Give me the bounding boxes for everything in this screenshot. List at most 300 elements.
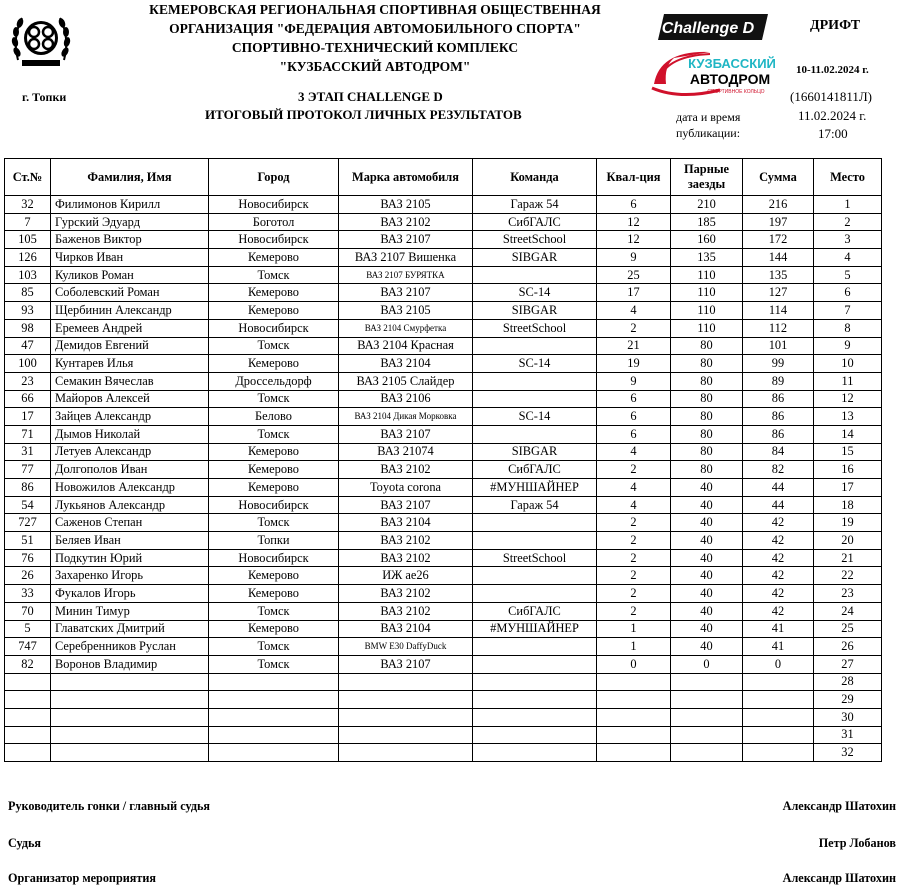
start-number-cell [5, 744, 51, 762]
table-row [5, 266, 882, 284]
protocol-title: ИТОГОВЫЙ ПРОТОКОЛ ЛИЧНЫХ РЕЗУЛЬТАТОВ [205, 107, 522, 122]
start-number-cell: 100 [5, 355, 51, 373]
car-cell: ВАЗ 2105 [339, 196, 473, 214]
qualification-cell [597, 726, 671, 744]
qualification-cell: 6 [597, 408, 671, 426]
table-row [5, 284, 882, 302]
qualification-cell [597, 673, 671, 691]
pair-runs-cell: 80 [671, 443, 743, 461]
pair-runs-cell: 40 [671, 620, 743, 638]
team-cell: Гараж 54 [473, 496, 597, 514]
city-cell: Томск [209, 655, 339, 673]
car-cell: ВАЗ 2105 [339, 302, 473, 320]
total-cell: 216 [743, 196, 814, 214]
pair-runs-cell: 110 [671, 319, 743, 337]
table-row [5, 549, 882, 567]
team-cell [473, 726, 597, 744]
signature-name-organizer: Александр Шатохин [782, 871, 896, 885]
table-row [5, 231, 882, 249]
car-cell [339, 708, 473, 726]
place-cell: 20 [814, 532, 882, 550]
pair-runs-cell: 110 [671, 302, 743, 320]
publication-label-2: публикации: [676, 126, 741, 140]
pair-runs-cell [671, 708, 743, 726]
team-cell [473, 655, 597, 673]
place-cell: 7 [814, 302, 882, 320]
qualification-cell: 6 [597, 425, 671, 443]
pair-runs-cell [671, 744, 743, 762]
city-cell: Кемерово [209, 302, 339, 320]
pair-runs-cell: 40 [671, 532, 743, 550]
driver-name-cell: Майоров Алексей [51, 390, 209, 408]
pair-runs-cell [671, 726, 743, 744]
start-number-cell: 17 [5, 408, 51, 426]
pair-runs-cell: 80 [671, 425, 743, 443]
qualification-cell: 21 [597, 337, 671, 355]
start-number-cell: 82 [5, 655, 51, 673]
team-cell: СибГАЛС [473, 602, 597, 620]
team-cell [473, 532, 597, 550]
start-number-cell: 47 [5, 337, 51, 355]
table-row [5, 496, 882, 514]
city-cell: Кемерово [209, 249, 339, 267]
start-number-cell: 5 [5, 620, 51, 638]
team-cell: StreetSchool [473, 319, 597, 337]
table-row [5, 708, 882, 726]
city-cell [209, 691, 339, 709]
table-row [5, 567, 882, 585]
start-number-cell: 98 [5, 319, 51, 337]
city-cell: Томск [209, 602, 339, 620]
team-cell [473, 372, 597, 390]
car-cell: ВАЗ 2102 [339, 532, 473, 550]
pair-runs-cell: 80 [671, 461, 743, 479]
publication-date: 11.02.2024 г. [798, 108, 867, 123]
city-cell: Кемерово [209, 284, 339, 302]
city-cell: Дроссельдорф [209, 372, 339, 390]
pair-runs-cell [671, 673, 743, 691]
car-cell [339, 673, 473, 691]
team-cell [473, 708, 597, 726]
driver-name-cell: Серебренников Руслан [51, 638, 209, 656]
challenge-logo-text: Challenge D [661, 20, 755, 37]
place-cell: 16 [814, 461, 882, 479]
total-cell: 84 [743, 443, 814, 461]
start-number-cell: 747 [5, 638, 51, 656]
table-row [5, 302, 882, 320]
pair-runs-cell: 80 [671, 337, 743, 355]
column-header: Марка автомобиля [339, 159, 473, 196]
qualification-cell: 2 [597, 514, 671, 532]
city-cell [209, 726, 339, 744]
place-cell: 28 [814, 673, 882, 691]
city-cell: Новосибирск [209, 496, 339, 514]
place-cell: 15 [814, 443, 882, 461]
start-number-cell: 77 [5, 461, 51, 479]
total-cell: 44 [743, 496, 814, 514]
qualification-cell: 2 [597, 461, 671, 479]
driver-name-cell: Гурский Эдуард [51, 213, 209, 231]
place-cell: 26 [814, 638, 882, 656]
pair-runs-cell: 40 [671, 602, 743, 620]
car-cell: ВАЗ 2104 [339, 514, 473, 532]
driver-name-cell: Саженов Степан [51, 514, 209, 532]
place-cell: 8 [814, 319, 882, 337]
pair-runs-cell: 80 [671, 408, 743, 426]
discipline-label: ДРИФТ [810, 18, 861, 33]
city-cell: Белово [209, 408, 339, 426]
driver-name-cell [51, 691, 209, 709]
place-cell: 17 [814, 479, 882, 497]
place-cell: 14 [814, 425, 882, 443]
column-header: Квал-ция [597, 159, 671, 196]
team-cell [473, 567, 597, 585]
start-number-cell: 727 [5, 514, 51, 532]
total-cell: 42 [743, 567, 814, 585]
signature-role-judge: Судья [8, 836, 42, 850]
total-cell: 89 [743, 372, 814, 390]
driver-name-cell: Главатских Дмитрий [51, 620, 209, 638]
place-cell: 12 [814, 390, 882, 408]
start-number-cell [5, 691, 51, 709]
column-header: Команда [473, 159, 597, 196]
start-number-cell: 7 [5, 213, 51, 231]
team-cell: SIBGAR [473, 302, 597, 320]
start-number-cell: 33 [5, 585, 51, 603]
column-header: Парные заезды [671, 159, 743, 196]
start-number-cell [5, 673, 51, 691]
driver-name-cell: Баженов Виктор [51, 231, 209, 249]
driver-name-cell: Новожилов Александр [51, 479, 209, 497]
signature-name-judge: Петр Лобанов [818, 836, 896, 850]
pair-runs-cell: 0 [671, 655, 743, 673]
team-cell: #МУНШАЙНЕР [473, 620, 597, 638]
column-header: Фамилия, Имя [51, 159, 209, 196]
table-row [5, 319, 882, 337]
place-cell: 5 [814, 266, 882, 284]
total-cell: 44 [743, 479, 814, 497]
start-number-cell: 105 [5, 231, 51, 249]
total-cell: 144 [743, 249, 814, 267]
column-header: Ст.№ [5, 159, 51, 196]
place-cell: 13 [814, 408, 882, 426]
total-cell [743, 744, 814, 762]
qualification-cell: 4 [597, 496, 671, 514]
results-body [5, 196, 882, 762]
kuzbass-logo-line-1: КУЗБАССКИЙ [688, 56, 776, 71]
team-cell [473, 691, 597, 709]
total-cell [743, 673, 814, 691]
car-cell [339, 726, 473, 744]
pair-runs-cell: 40 [671, 638, 743, 656]
start-number-cell: 93 [5, 302, 51, 320]
place-cell: 22 [814, 567, 882, 585]
table-row [5, 585, 882, 603]
start-number-cell [5, 708, 51, 726]
qualification-cell: 6 [597, 390, 671, 408]
driver-name-cell: Минин Тимур [51, 602, 209, 620]
qualification-cell: 2 [597, 319, 671, 337]
qualification-cell [597, 691, 671, 709]
qualification-cell: 2 [597, 567, 671, 585]
team-cell [473, 266, 597, 284]
city-cell [209, 708, 339, 726]
column-header: Город [209, 159, 339, 196]
place-cell: 21 [814, 549, 882, 567]
total-cell: 42 [743, 532, 814, 550]
start-number-cell: 26 [5, 567, 51, 585]
total-cell: 172 [743, 231, 814, 249]
car-cell: ВАЗ 2106 [339, 390, 473, 408]
driver-name-cell: Захаренко Игорь [51, 567, 209, 585]
car-cell: ВАЗ 2104 [339, 620, 473, 638]
driver-name-cell: Щербинин Александр [51, 302, 209, 320]
total-cell [743, 708, 814, 726]
place-cell: 10 [814, 355, 882, 373]
city-cell: Кемерово [209, 585, 339, 603]
qualification-cell: 4 [597, 479, 671, 497]
table-row [5, 691, 882, 709]
kuzbass-logo-line-2: АВТОДРОМ [689, 71, 771, 87]
city-cell: Боготол [209, 213, 339, 231]
city-cell: Томск [209, 514, 339, 532]
team-cell: СибГАЛС [473, 213, 597, 231]
city-cell: Новосибирск [209, 231, 339, 249]
total-cell: 135 [743, 266, 814, 284]
team-cell: SC-14 [473, 355, 597, 373]
team-cell: SC-14 [473, 284, 597, 302]
qualification-cell: 2 [597, 585, 671, 603]
driver-name-cell: Фукалов Игорь [51, 585, 209, 603]
total-cell [743, 691, 814, 709]
driver-name-cell: Куликов Роман [51, 266, 209, 284]
place-cell: 30 [814, 708, 882, 726]
qualification-cell: 9 [597, 249, 671, 267]
driver-name-cell: Еремеев Андрей [51, 319, 209, 337]
table-row [5, 461, 882, 479]
table-row [5, 443, 882, 461]
results-table [4, 158, 882, 762]
place-cell: 18 [814, 496, 882, 514]
city-cell: Новосибирск [209, 319, 339, 337]
start-number-cell: 32 [5, 196, 51, 214]
org-line: "КУЗБАССКИЙ АВТОДРОМ" [279, 59, 471, 74]
team-cell: SIBGAR [473, 249, 597, 267]
pair-runs-cell: 80 [671, 355, 743, 373]
qualification-cell: 2 [597, 549, 671, 567]
place-cell: 29 [814, 691, 882, 709]
pair-runs-cell: 40 [671, 585, 743, 603]
car-cell: ВАЗ 2107 Вишенка [339, 249, 473, 267]
pair-runs-cell: 40 [671, 479, 743, 497]
table-row [5, 372, 882, 390]
city-cell: Кемерово [209, 355, 339, 373]
start-number-cell: 54 [5, 496, 51, 514]
pair-runs-cell: 40 [671, 514, 743, 532]
driver-name-cell: Филимонов Кирилл [51, 196, 209, 214]
team-cell [473, 425, 597, 443]
total-cell: 41 [743, 638, 814, 656]
organization-header [120, 0, 630, 76]
place-cell: 31 [814, 726, 882, 744]
table-row [5, 213, 882, 231]
total-cell: 86 [743, 425, 814, 443]
challenge-d-logo [658, 14, 768, 40]
federation-emblem-icon [10, 8, 72, 68]
driver-name-cell: Кунтарев Илья [51, 355, 209, 373]
event-city: г. Топки [22, 90, 67, 104]
city-cell: Кемерово [209, 461, 339, 479]
org-line: СПОРТИВНО-ТЕХНИЧЕСКИЙ КОМПЛЕКС [231, 40, 519, 55]
car-cell: ВАЗ 2102 [339, 585, 473, 603]
total-cell: 41 [743, 620, 814, 638]
qualification-cell [597, 708, 671, 726]
city-cell: Кемерово [209, 567, 339, 585]
start-number-cell: 51 [5, 532, 51, 550]
place-cell: 24 [814, 602, 882, 620]
driver-name-cell: Демидов Евгений [51, 337, 209, 355]
place-cell: 23 [814, 585, 882, 603]
team-cell [473, 585, 597, 603]
driver-name-cell: Чирков Иван [51, 249, 209, 267]
team-cell: StreetSchool [473, 231, 597, 249]
column-header: Место [814, 159, 882, 196]
total-cell: 42 [743, 514, 814, 532]
table-row [5, 408, 882, 426]
car-cell: ВАЗ 21074 [339, 443, 473, 461]
protocol-code: (1660141811Л) [790, 89, 872, 104]
team-cell [473, 337, 597, 355]
driver-name-cell: Дымов Николай [51, 425, 209, 443]
car-cell: ВАЗ 2107 [339, 425, 473, 443]
team-cell: SC-14 [473, 408, 597, 426]
place-cell: 6 [814, 284, 882, 302]
table-row [5, 532, 882, 550]
place-cell: 25 [814, 620, 882, 638]
car-cell: ВАЗ 2107 [339, 496, 473, 514]
driver-name-cell: Беляев Иван [51, 532, 209, 550]
team-cell [473, 638, 597, 656]
pair-runs-cell: 210 [671, 196, 743, 214]
start-number-cell [5, 726, 51, 744]
total-cell: 86 [743, 390, 814, 408]
org-line: КЕМЕРОВСКАЯ РЕГИОНАЛЬНАЯ СПОРТИВНАЯ ОБЩЕСТВЕННАЯ [149, 2, 601, 17]
city-cell: Томск [209, 337, 339, 355]
stage-title: 3 ЭТАП CHALLENGE D [298, 89, 443, 104]
team-cell: Гараж 54 [473, 196, 597, 214]
team-cell: СибГАЛС [473, 461, 597, 479]
driver-name-cell: Воронов Владимир [51, 655, 209, 673]
city-cell: Томск [209, 638, 339, 656]
city-cell [209, 673, 339, 691]
car-cell: ВАЗ 2104 Красная [339, 337, 473, 355]
table-row [5, 514, 882, 532]
place-cell: 27 [814, 655, 882, 673]
place-cell: 11 [814, 372, 882, 390]
table-row [5, 620, 882, 638]
table-row [5, 726, 882, 744]
table-row [5, 390, 882, 408]
city-cell: Топки [209, 532, 339, 550]
qualification-cell: 12 [597, 213, 671, 231]
kuzbass-avtodrom-logo [650, 44, 778, 100]
city-cell: Томск [209, 425, 339, 443]
start-number-cell: 70 [5, 602, 51, 620]
driver-name-cell: Семакин Вячеслав [51, 372, 209, 390]
total-cell [743, 726, 814, 744]
start-number-cell: 76 [5, 549, 51, 567]
place-cell: 32 [814, 744, 882, 762]
car-cell: ВАЗ 2102 [339, 602, 473, 620]
start-number-cell: 126 [5, 249, 51, 267]
event-dates: 10-11.02.2024 г. [796, 64, 869, 76]
car-cell: ВАЗ 2104 Дикая Морковка [339, 408, 473, 426]
driver-name-cell [51, 744, 209, 762]
place-cell: 3 [814, 231, 882, 249]
qualification-cell: 2 [597, 602, 671, 620]
team-cell [473, 390, 597, 408]
qualification-cell [597, 744, 671, 762]
signature-role-chief-judge: Руководитель гонки / главный судья [8, 799, 211, 813]
team-cell [473, 673, 597, 691]
pair-runs-cell: 110 [671, 284, 743, 302]
place-cell: 19 [814, 514, 882, 532]
team-cell: SIBGAR [473, 443, 597, 461]
car-cell: ВАЗ 2102 [339, 549, 473, 567]
table-row [5, 744, 882, 762]
car-cell: ВАЗ 2107 [339, 231, 473, 249]
qualification-cell: 1 [597, 620, 671, 638]
city-cell: Томск [209, 266, 339, 284]
pair-runs-cell [671, 691, 743, 709]
driver-name-cell: Летуев Александр [51, 443, 209, 461]
qualification-cell: 0 [597, 655, 671, 673]
start-number-cell: 103 [5, 266, 51, 284]
publication-label-1: дата и время [676, 110, 741, 124]
qualification-cell: 4 [597, 302, 671, 320]
signature-role-organizer: Организатор мероприятия [8, 871, 156, 885]
place-cell: 2 [814, 213, 882, 231]
city-cell [209, 744, 339, 762]
team-cell [473, 514, 597, 532]
total-cell: 127 [743, 284, 814, 302]
total-cell: 101 [743, 337, 814, 355]
start-number-cell: 66 [5, 390, 51, 408]
table-header-row [5, 159, 882, 196]
total-cell: 42 [743, 602, 814, 620]
start-number-cell: 86 [5, 479, 51, 497]
signature-name-chief-judge: Александр Шатохин [782, 799, 896, 813]
start-number-cell: 31 [5, 443, 51, 461]
pair-runs-cell: 185 [671, 213, 743, 231]
pair-runs-cell: 110 [671, 266, 743, 284]
total-cell: 82 [743, 461, 814, 479]
city-cell: Томск [209, 390, 339, 408]
car-cell: ВАЗ 2102 [339, 213, 473, 231]
driver-name-cell: Лукьянов Александр [51, 496, 209, 514]
kuzbass-logo-line-3: СПОРТИВНОЕ КОЛЬЦО [707, 89, 765, 95]
total-cell: 114 [743, 302, 814, 320]
qualification-cell: 17 [597, 284, 671, 302]
driver-name-cell: Соболевский Роман [51, 284, 209, 302]
car-cell: ИЖ ае26 [339, 567, 473, 585]
driver-name-cell: Подкутин Юрий [51, 549, 209, 567]
qualification-cell: 12 [597, 231, 671, 249]
pair-runs-cell: 160 [671, 231, 743, 249]
column-header: Сумма [743, 159, 814, 196]
total-cell: 42 [743, 585, 814, 603]
car-cell: ВАЗ 2105 Слайдер [339, 372, 473, 390]
